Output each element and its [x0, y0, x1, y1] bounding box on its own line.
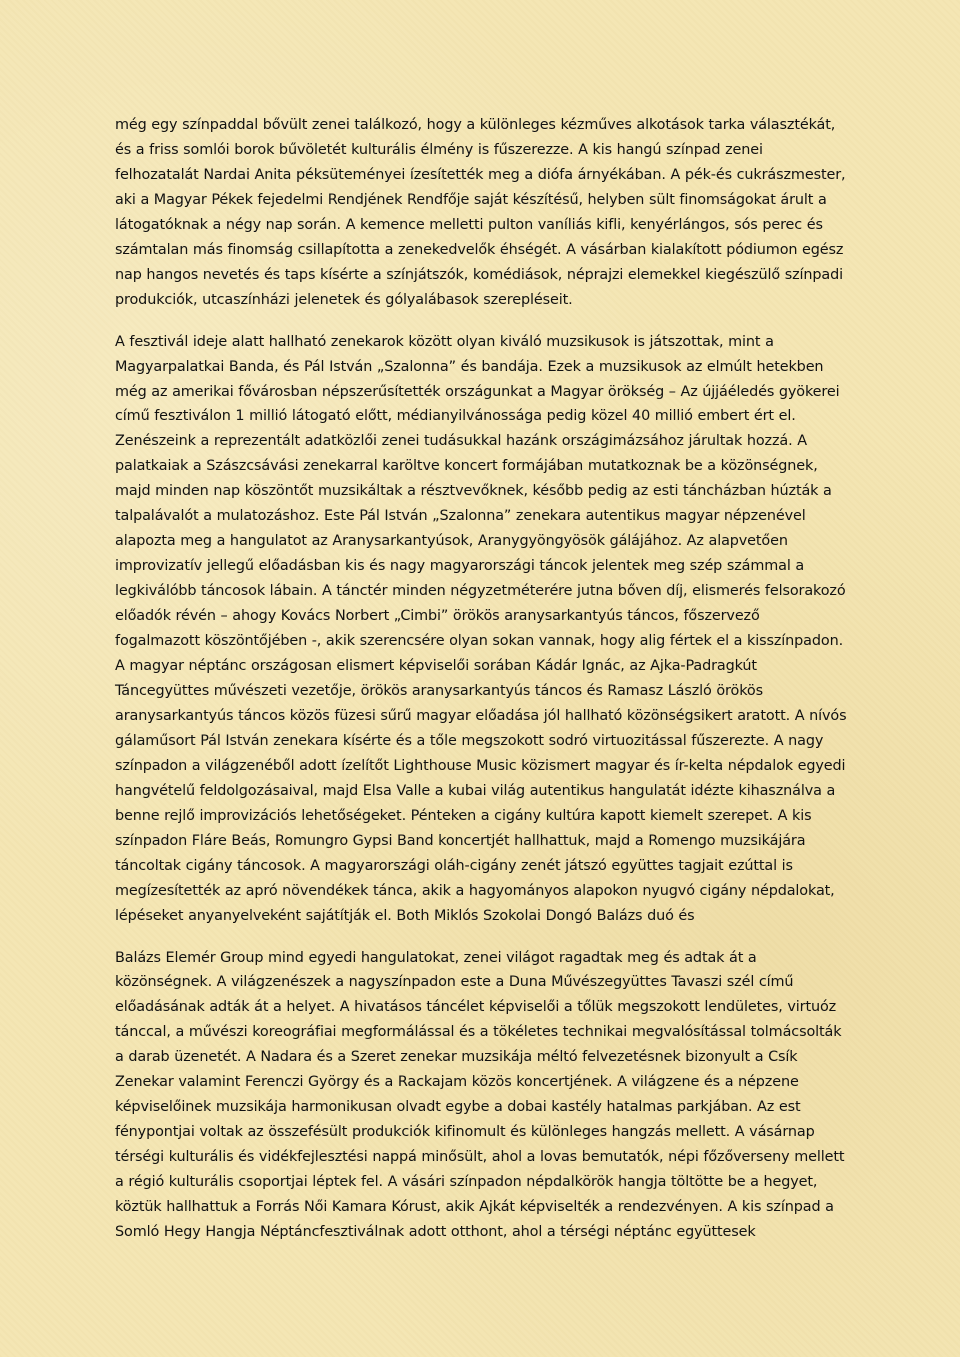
paragraph-3: Balázs Elemér Group mind egyedi hangulatokat, zenei világot ragadtak meg és adtak át a közönségnek. A világzenészek a nagyszínpadon este a Duna Művészegyüttes Tavaszi szél című előadásának adták át a helyet. A hivatásos táncélet képviselői a tőlük megszokott lendületes, virtuóz tánccal, a művészi koreográfiai megformálással és a tökéletes technikai megvalósítással tolmácsolták a darab üzenetét. A Nadara és a Szeret zenekar muzsikája méltó felvezetésnek bizonyult a Csík Zenekar valamint Ferenczi György és a Rackajam közös koncertjének. A világzene és a népzene képviselőinek muzsikája harmonikusan olvadt egybe a dobai kastély hatalmas parkjában. Az est fénypontjai voltak az összefésült produkciók kifinomult és különleges hangzás mellett. A vásárnap térségi kulturális és vidékfejlesztési nappá minősült, ahol a lovas bemutatók, népi főzőverseny mellett a régió kulturális csoportjai léptek fel. A vásári színpadon népdalkörök hangja töltötte be a hegyet, köztük hallhattuk a Forrás Női Kamara Kórust, akik Ajkát képviselték a rendezvényen. A kis színpad a Somló Hegy Hangja Néptáncfesztiválnak adott otthont, ahol a térségi néptánc együttesek	[115, 949, 845, 1240]
paragraph-2: A fesztivál ideje alatt hallható zenekarok között olyan kiváló muzsikusok is játszottak, mint a Magyarpalatkai Banda, és Pál István „Szalonna” és bandája. Ezek a muzsikusok az elmúlt hetekben még az amerikai fővárosban népszerűsítették országunkat a Magyar örökség – Az újjáéledés gyökerei című fesztiválon 1 millió látogató előtt, médianyilvánossága pedig közel 40 millió embert ért el. Zenészeink a reprezentált adatközlői zenei tudásukkal hazánk országimázsához járultak hozzá. A palatkaiak a Szászcsávási zenekarral karöltve koncert formájában mutatkoznak be a közönségnek, majd minden nap köszöntőt muzsikáltak a résztvevőknek, később pedig az esti táncházban húzták a talpalávalót a mulatozáshoz. Este Pál István „Szalonna” zenekara autentikus magyar népzenével alapozta meg a hangulatot az Aranysarkantyúsok, Aranygyöngyösök gálájához. Az alapvetően improvizatív jellegű előadásban kis és nagy magyarországi táncok jelentek meg szép számmal a legkiválóbb táncosok lábain. A tánctér minden négyzetméterére jutna bőven díj, elismerés felsorakozó előadók révén – ahogy Kovács Norbert „Cimbi” örökös aranysarkantyús táncos, főszervező fogalmazott köszöntőjében -, akik szerencsére olyan sokan vannak, hogy alig fértek el a kisszínpadon. A magyar néptánc országosan elismert képviselői sorában Kádár Ignác, az Ajka-Padragkút Táncegyüttes művészeti vezetője, örökös aranysarkantyús táncos és Ramasz László örökös aranysarkantyús táncos közös füzesi sűrű magyar előadása jól hallható közönségsikert aratott. A nívós gálaműsort Pál István zenekara kísérte és a tőle megszokott sodró virtuozitással fűszerezte. A nagy színpadon a világzenéből adott ízelítőt Lighthouse Music közismert magyar és ír-kelta népdalok egyedi hangvételű feldolgozásaival, majd Elsa Valle a kubai világ autentikus hangulatát idézte kihasználva a benne rejlő improvizációs lehetőségeket. Pénteken a cigány kultúra kapott kiemelt szerepet. A kis színpadon Fláre Beás, Romungro Gypsi Band koncertjét hallhattuk, majd a Romengo muzsikájára táncoltak cigány táncosok. A magyarországi oláh-cigány zenét játszó együttes tagjait ezúttal is megízesítették az apró növendékek tánca, akik a hagyományos alapokon nyugvó cigány népdalokat, lépéseket anyanyelveként sajátítják el. Both Miklós Szokolai Dongó Balázs duó és	[115, 333, 847, 924]
document-page	[115, 113, 847, 1245]
paragraph-1: még egy színpaddal bővült zenei találkozó, hogy a különleges kézműves alkotások tarka választékát, és a friss somlói borok bűvöletét kulturális élmény is fűszerezze. A kis hangú színpad zenei felhozatalát Nardai Anita péksüteményei ízesítették meg a diófa árnyékában. A pék-és cukrászmester, aki a Magyar Pékek fejedelmi Rendjének Rendfője saját készítésű, helyben sült finomságokat árult a látogatóknak a négy nap során. A kemence melletti pulton vaníliás kifli, kenyérlángos, sós perec és számtalan más finomság csillapította a zenekedvelők éhségét. A vásárban kialakított pódiumon egész nap hangos nevetés és taps kísérte a színjátszók, komédiások, néprajzi elemekkel kiegészülő színpadi produkciók, utcaszínházi jelenetek és gólyalábasok szerepléseit.	[115, 117, 846, 308]
